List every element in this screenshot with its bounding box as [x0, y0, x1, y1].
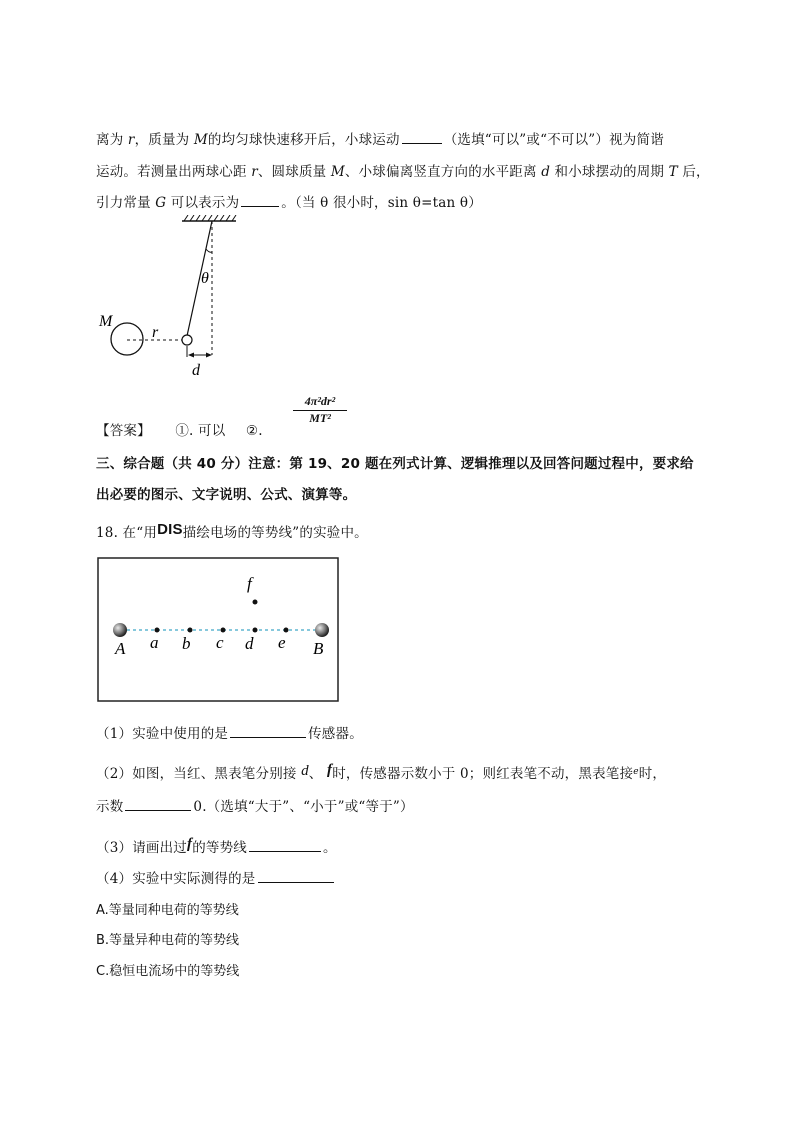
point-c — [221, 628, 226, 633]
answer-item-1: ①. 可以 — [175, 423, 226, 439]
text: 。（当 θ 很小时，sin θ=tan θ） — [281, 195, 482, 211]
label-A: A — [115, 639, 126, 658]
answer-tag: 【答案】 — [96, 423, 151, 439]
angle-arc — [206, 249, 212, 252]
text: 的均匀球快速移开后，小球运动 — [207, 132, 400, 148]
text: ，质量为 — [134, 132, 194, 148]
answer-blank[interactable] — [125, 797, 191, 811]
label-d: d — [245, 634, 254, 653]
text: 时， — [638, 766, 667, 782]
var-r: r — [127, 132, 135, 148]
point-a — [155, 628, 160, 633]
paragraph-line-3 — [96, 191, 482, 211]
d-arrow-right — [206, 353, 212, 358]
answer-blank[interactable] — [258, 869, 334, 883]
text: 的等势线 — [192, 840, 248, 856]
var-M: M — [330, 164, 345, 180]
text: 离为 — [96, 132, 128, 148]
text: 。 — [323, 840, 337, 856]
paragraph-line-1 — [96, 128, 664, 148]
label-c: c — [216, 633, 224, 652]
fraction-denominator: MT² — [293, 410, 347, 426]
q18-part-4 — [96, 867, 336, 887]
text: 示数 — [96, 799, 124, 815]
pendulum-figure — [96, 215, 256, 385]
label-b: b — [182, 634, 191, 653]
small-ball — [182, 335, 192, 345]
var-T: T — [668, 164, 678, 180]
M-label: M — [99, 313, 113, 330]
text: 18. 在“用 — [96, 525, 158, 541]
big-ball-M — [111, 323, 143, 355]
text: 传感器。 — [308, 726, 363, 742]
answer-line — [96, 419, 263, 439]
option-C[interactable]: C.稳恒电流场中的等势线 — [96, 964, 240, 979]
option-A[interactable]: A.等量同种电荷的等势线 — [96, 903, 239, 918]
q18-part-1 — [96, 722, 363, 742]
section-3-line-2: 出必要的图示、文字说明、公式、演算等。 — [96, 487, 357, 503]
label-a: a — [150, 633, 159, 652]
answer-fraction — [293, 394, 347, 426]
var-d: d — [541, 164, 551, 180]
text: 描绘电场的等势线”的实验中。 — [182, 525, 368, 541]
label-f: f — [247, 574, 252, 593]
fraction-numerator: 4π²dr² — [304, 394, 336, 408]
q18-intro — [96, 521, 368, 541]
text: （1）实验中使用的是 — [96, 726, 229, 742]
point-d — [253, 628, 258, 633]
q18-part-3 — [96, 836, 337, 857]
text: 和小球摆动的周期 — [550, 164, 669, 180]
point-e — [284, 628, 289, 633]
text: 运动。若测量出两球心距 — [96, 164, 252, 180]
var-r: r — [251, 164, 258, 180]
var-G: G — [155, 195, 167, 211]
answer-blank[interactable] — [249, 838, 321, 852]
answer-item-2: ②. — [245, 423, 263, 439]
dis-label: DIS — [157, 521, 183, 538]
text: 可以表示为 — [166, 195, 240, 211]
q18-part-2-line-2 — [96, 795, 414, 815]
text: 、圆球质量 — [257, 164, 331, 180]
text: （选填“可以”或“不可以”）视为简谐 — [443, 132, 664, 148]
text: （3）请画出过 — [96, 840, 187, 856]
label-B: B — [313, 639, 324, 658]
d-arrow-left — [188, 353, 194, 358]
text: 后， — [677, 164, 710, 180]
r-label: r — [152, 324, 159, 341]
section-3-line-1: 三、综合题（共 40 分）注意：第 19、20 题在列式计算、逻辑推理以及回答问题过程中，要求给 — [96, 456, 694, 472]
ceiling-hatch — [184, 215, 236, 221]
text: 0.（选填“大于”、“小于”或“等于”） — [193, 799, 414, 815]
answer-blank[interactable] — [241, 193, 279, 207]
electrode-A — [113, 623, 127, 637]
var-M: M — [193, 132, 208, 148]
point-b — [188, 628, 193, 633]
text: 引力常量 — [96, 195, 156, 211]
answer-blank[interactable] — [230, 724, 306, 738]
label-e: e — [278, 633, 286, 652]
point-f — [253, 600, 258, 605]
var-f: f — [187, 836, 193, 852]
theta-label: θ — [201, 270, 209, 287]
text: 时，传感器示数小于 0；则红表笔不动，黑表笔接 — [332, 766, 634, 782]
answer-blank[interactable] — [402, 130, 442, 144]
q18-part-2-line-1 — [96, 762, 666, 783]
option-B[interactable]: B.等量异种电荷的等势线 — [96, 933, 240, 948]
var-f: f — [327, 762, 333, 778]
text: （4）实验中实际测得的是 — [96, 871, 256, 887]
var-e: e — [633, 767, 639, 777]
electrode-B — [315, 623, 329, 637]
text: （2）如图，当红、黑表笔分别接 — [96, 766, 297, 782]
field-figure — [97, 557, 341, 704]
d-label: d — [192, 362, 200, 379]
var-d: d — [301, 763, 309, 779]
text: 、小球偏离竖直方向的水平距离 — [344, 164, 542, 180]
paragraph-line-2 — [96, 160, 710, 180]
text: 、 — [308, 766, 323, 782]
